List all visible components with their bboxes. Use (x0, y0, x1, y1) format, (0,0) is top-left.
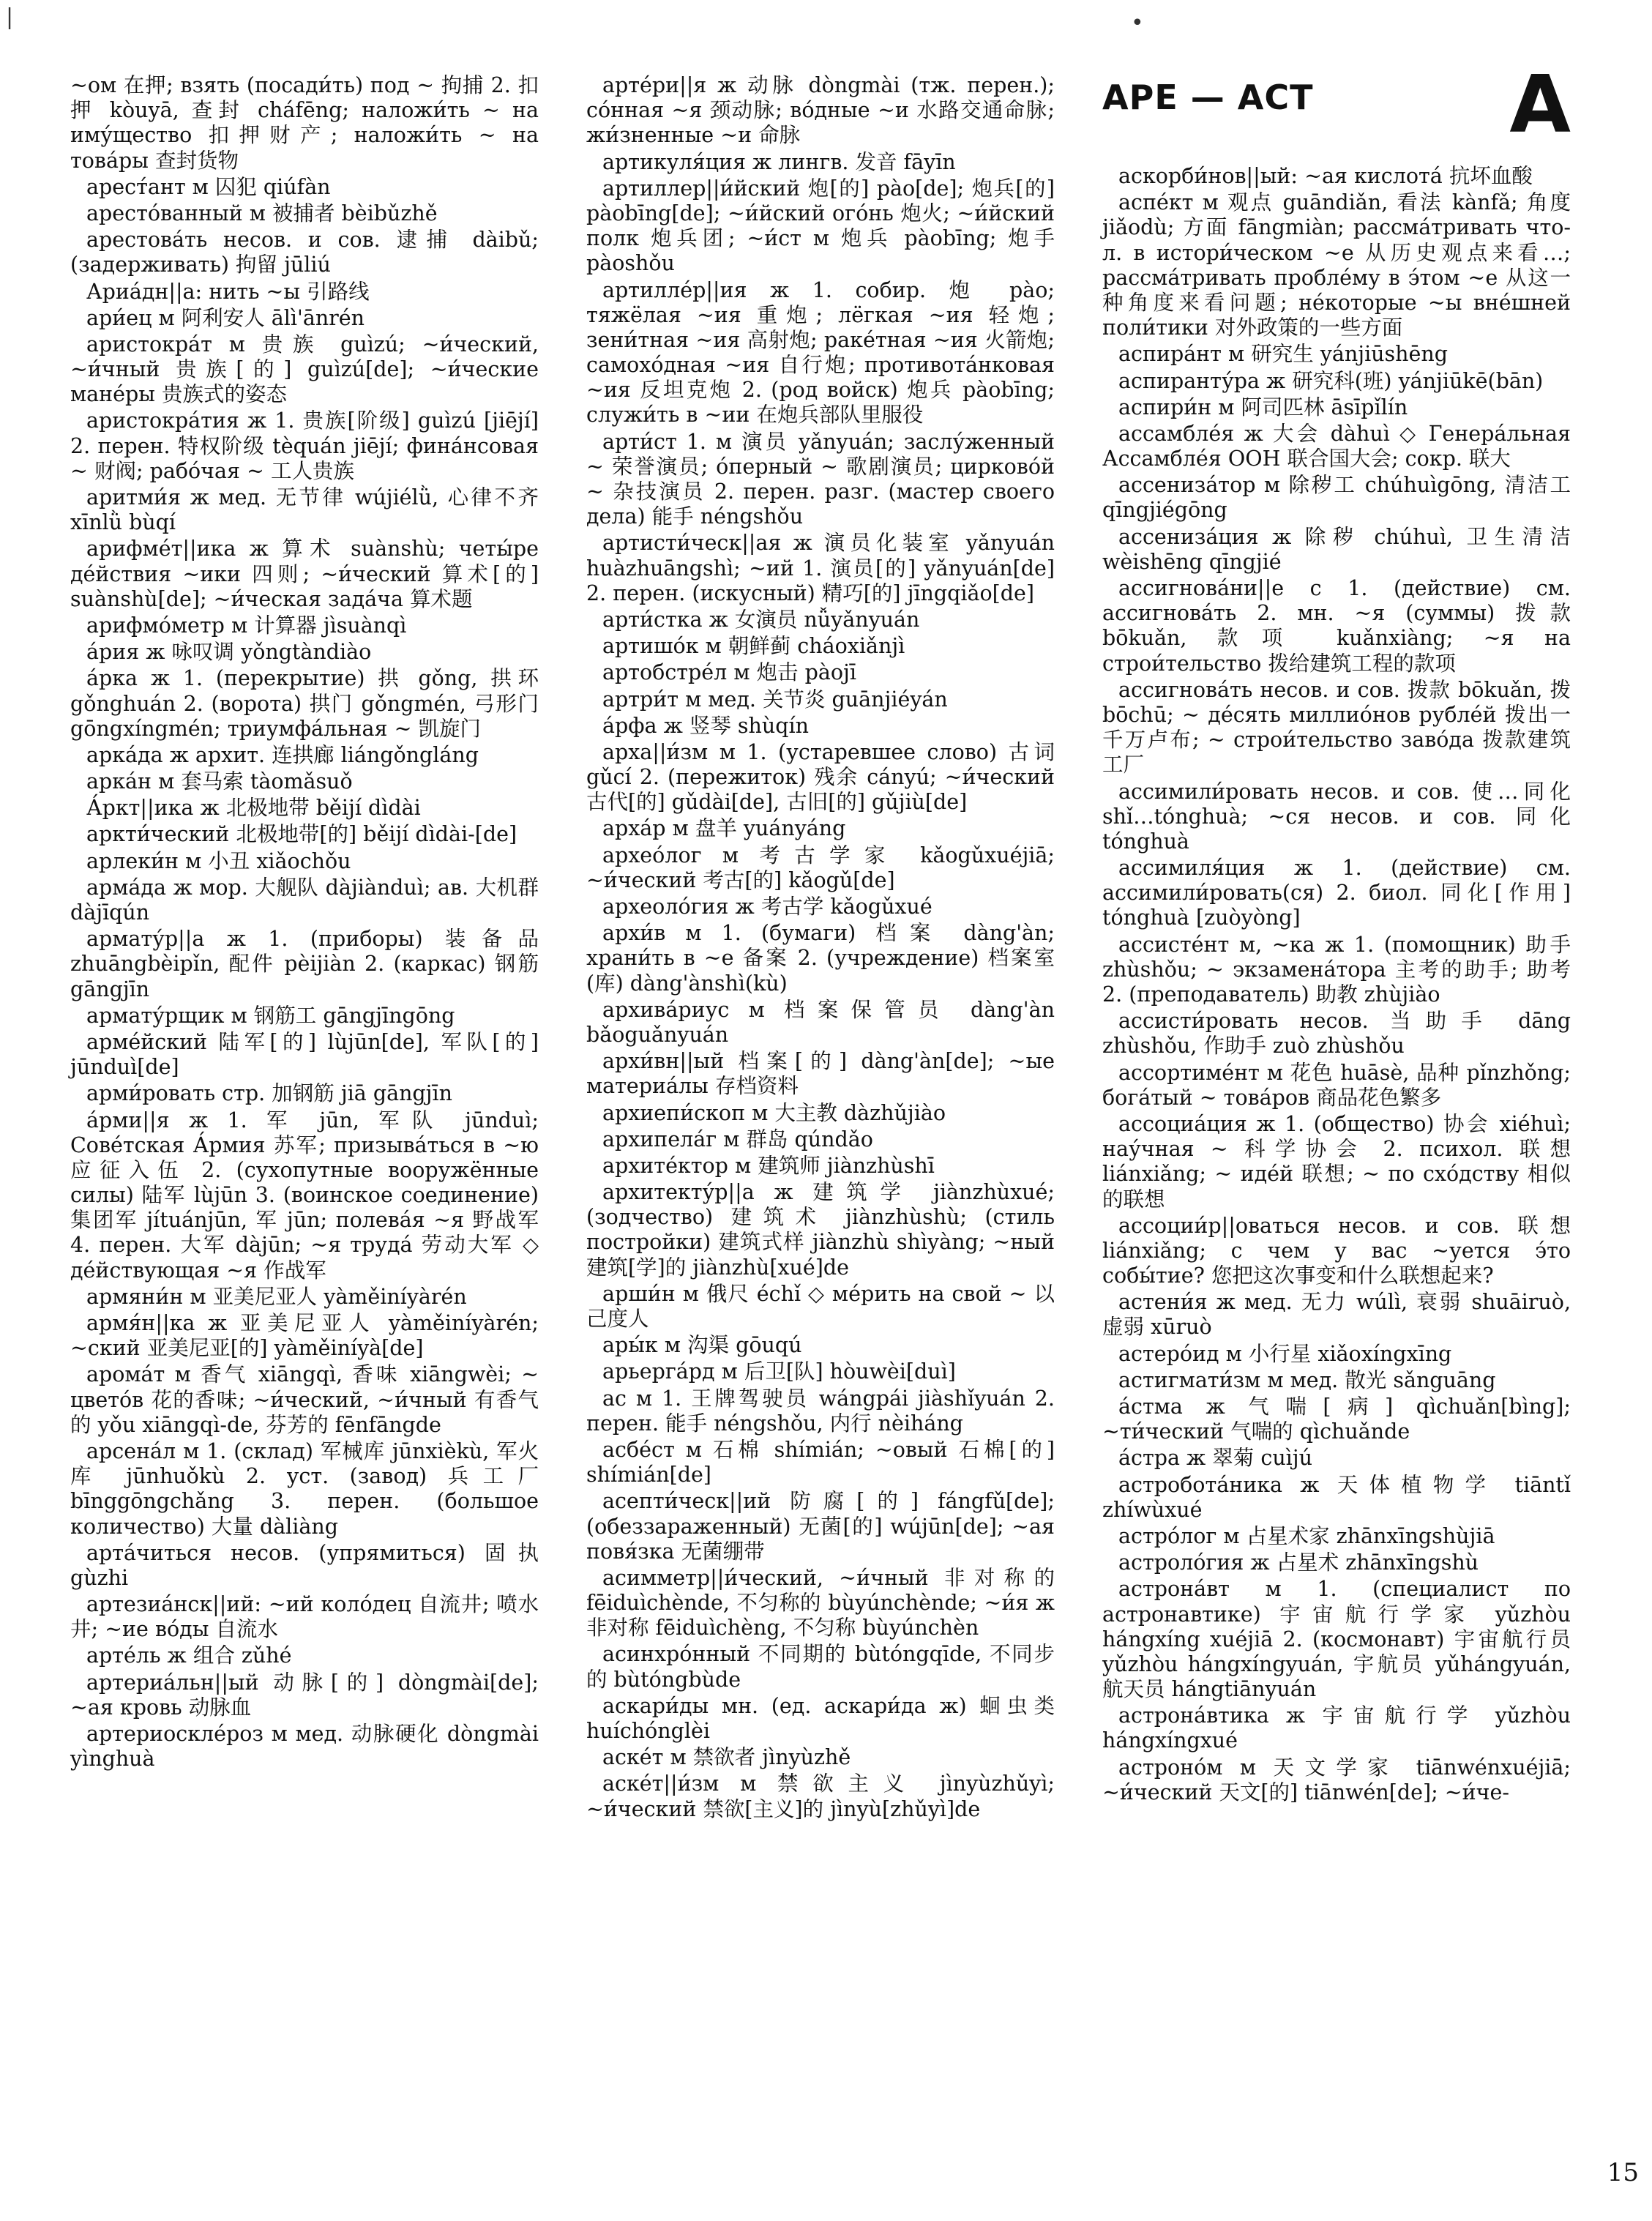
dictionary-entry: арта́читься несов. (упрямиться) 固执 gùzhi (70, 1540, 539, 1590)
dictionary-entry: А́ркт||ика ж 北极地带 běijí dìdài (86, 796, 421, 821)
dictionary-entry: ассортиме́нт м 花色 huāsè, 品种 pǐnzhǒng; бога́тый ~ това́ров 商品花色繁多 (1102, 1060, 1571, 1110)
dictionary-entry: архи́вн||ый 档案[的] dàng'àn[de]; ~ые материа́лы 存档资料 (586, 1049, 1055, 1099)
dictionary-entry: арифме́т||ика ж 算术 suànshù; четы́ре де́йствия ~ики 四则; ~и́ческий 算术[的] suànshù[de]; ~и́ческая зада́ча 算术题 (70, 537, 539, 611)
dictionary-entry: Ариа́дн||а: нить ~ы 引路线 (86, 279, 370, 304)
dictionary-entry: аритми́я ж мед. 无节律 wújiélǜ, 心律不齐 xīnlǜ bùqí (70, 485, 539, 535)
dictionary-entry: а́рка ж 1. (перекрытие) 拱 gǒng, 拱环 gǒnghuán 2. (ворота) 拱门 gǒngmén, 弓形门 gōngxíngmén; триумфа́льная ~ 凯旋门 (70, 666, 539, 741)
dictionary-entry: аске́т м 禁欲者 jìnyùzhě (602, 1745, 851, 1770)
section-letter: А (1509, 59, 1571, 151)
dictionary-entry: артишо́к м 朝鲜蓟 cháoxiǎnjì (602, 634, 905, 659)
dictionary-entry: ассигнова́ни||е с 1. (действие) см. ассигнова́ть 2. мн. ~я (суммы) 拨款 bōkuǎn, 款项 kuǎnxiàng; ~я на строи́тельство 拨给建筑工程的款项 (1102, 576, 1571, 676)
dictionary-entry: ари́ец м 阿利安人 ālì'ānrén (86, 305, 365, 330)
dictionary-entry: артериа́льн||ый 动脉[的] dòngmài[de]; ~ая кровь 动脉血 (70, 1670, 539, 1720)
dictionary-entry: аркти́ческий 北极地带[的] běijí dìdài-[de] (86, 822, 517, 847)
dictionary-entry: а́стра ж 翠菊 cuìjú (1118, 1446, 1312, 1471)
dictionary-entry: аскорби́нов||ый: ~ая кислота́ 抗坏血酸 (1118, 164, 1533, 188)
dictionary-entry: асепти́ческ||ий 防腐[的] fángfǔ[de]; (обеззараженный) 无菌[的] wújūn[de]; ~ая повя́зка 无菌绷带 (586, 1489, 1055, 1564)
page-header (1102, 59, 1571, 161)
dictionary-entry: асимметр||и́ческий, ~и́чный 非对称的 fēiduìchènde, 不匀称的 bùyúnchènde; ~и́я ж 非对称 fēiduìchèng, 不匀称 bùyúnchèn (586, 1565, 1055, 1640)
dictionary-entry: артикуля́ция ж лингв. 发音 fāyīn (602, 149, 956, 174)
dictionary-entry: арма́да ж мор. 大舰队 dàjiànduì; ав. 大机群 dàjīqún (70, 875, 539, 925)
dictionary-entry: астроно́м м 天文学家 tiānwénxuéjiā; ~и́ческий 天文[的] tiānwén[de]; ~и́че- (1102, 1755, 1571, 1804)
dictionary-entry: астроло́гия ж 占星术 zhānxīngshù (1118, 1550, 1479, 1575)
dictionary-entry: архитекту́р||а ж 建筑学 jiànzhùxué; (зодчество) 建筑术 jiànzhùshù; (стиль постройки) 建筑式样 jiànzhù shìyàng; ~ный 建筑[学]的 jiànzhù[xué]de (586, 1180, 1055, 1280)
dictionary-entry: аристокра́т м 贵族 guìzú; ~и́ческий, ~и́чный 贵族[的] guìzú[de]; ~и́ческие мане́ры 贵族式的姿态 (70, 332, 539, 407)
dictionary-entry: арте́ри||я ж 动脉 dòngmài (тж. перен.); со́нная ~я 颈动脉; во́дные ~и 水路交通命脉; жи́зненные ~и 命脉 (586, 73, 1055, 148)
running-head: АРЕ — АСТ (1102, 78, 1314, 117)
dictionary-entry: артри́т м мед. 关节炎 guānjiéyán (602, 687, 948, 712)
dictionary-entry: архео́лог м 考古学家 kǎogǔxuéjiā; ~и́ческий 考古[的] kǎogǔ[de] (586, 843, 1055, 892)
dictionary-entry: архипела́г м 群岛 qúndǎo (602, 1127, 873, 1151)
dictionary-entry: арха||и́зм м 1. (устаревшее слово) 古词 gǔcí 2. (пережиток) 残余 cányú; ~и́ческий 古代[的] gǔdài[de], 古旧[的] gǔjiù[de] (586, 739, 1055, 815)
scan-mark: • (1131, 10, 1144, 36)
dictionary-entry: арестова́ть несов. и сов. 逮捕 dàibǔ; (задерживать) 拘留 jūliú (70, 228, 539, 277)
dictionary-entry: ассениза́тор м 除秽工 chúhuìgōng, 清洁工 qīngjiégōng (1102, 473, 1571, 523)
dictionary-entry: астро́лог м 占星术家 zhānxīngshùjiā (1118, 1523, 1495, 1548)
dictionary-entry: артисти́ческ||ая ж 演员化装室 yǎnyuán huàzhuāngshì; ~ий 1. 演员[的] yǎnyuán[de] 2. перен. (искусный) 精巧[的] jīngqiǎo[de] (586, 531, 1055, 605)
dictionary-entry: арти́стка ж 女演员 nǚyǎnyuán (602, 607, 920, 632)
dictionary-entry: ассениза́ция ж 除秽 chúhuì, 卫生清洁 wèishēng qīngjié (1102, 524, 1571, 574)
dictionary-entry: астробота́ника ж 天体植物学 tiāntǐ zhíwùxué (1102, 1472, 1571, 1522)
dictionary-entry: асбе́ст м 石棉 shímián; ~овый 石棉[的] shímián[de] (586, 1437, 1055, 1487)
dictionary-entry: ассимиля́ция ж 1. (действие) см. ассимили́ровать(ся) 2. биол. 同化[作用] tónghuà [zuòyòng] (1102, 856, 1571, 930)
dictionary-entry: археоло́гия ж 考古学 kǎogǔxué (602, 895, 932, 919)
dictionary-entry: артиллер||и́йский 炮[的] pào[de]; 炮兵[的] pàobīng[de]; ~и́йский ого́нь 炮火; ~и́йский полк 炮兵团; ~и́ст м 炮兵 pàobīng; 炮手 pàoshǒu (586, 176, 1055, 276)
dictionary-entry: арьерга́рд м 后卫[队] hòuwèi[duì] (602, 1359, 956, 1384)
dictionary-entry: аскари́ды мн. (ед. аскари́да ж) 蛔虫类 huíchónglèi (586, 1693, 1055, 1743)
column-2 (586, 73, 1055, 1824)
dictionary-entry: аспиранту́ра ж 研究科(班) yánjiūkē(bān) (1118, 368, 1544, 393)
dictionary-entry: ассоциа́ция ж 1. (общество) 协会 xiéhuì; нау́чная ~ 科学协会 2. психол. 联想 liánxiǎng; ~ иде́й 联想; ~ по схо́дству 相似的联想 (1102, 1111, 1571, 1212)
dictionary-entry: арми́ровать стр. 加钢筋 jiā gāngjīn (86, 1081, 452, 1106)
dictionary-entry: астигмати́зм м мед. 散光 sǎnguāng (1118, 1367, 1496, 1392)
dictionary-entry: арка́да ж архит. 连拱廊 liángǒngláng (86, 742, 479, 767)
dictionary-entry: арест́ант м 囚犯 qiúfàn (86, 174, 331, 199)
dictionary-entry: артериоскле́роз м мед. 动脉硬化 dòngmài yìnghuà (70, 1722, 539, 1772)
dictionary-entry: арифмо́метр м 计算器 jìsuànqì (86, 613, 407, 638)
dictionary-entry: ассисти́ровать несов. 当助手 dāng zhùshǒu, 作助手 zuò zhùshǒu (1102, 1009, 1571, 1059)
dictionary-entry: аске́т||и́зм м 禁欲主义 jìnyùzhǔyì; ~и́ческий 禁欲[主义]的 jìnyù[zhǔyì]de (586, 1772, 1055, 1821)
dictionary-entry: асинхро́нный 不同期的 bùtóngqīde, 不同步的 bùtóngbùde (586, 1642, 1055, 1692)
scan-mark: | (6, 4, 14, 30)
dictionary-entry: ассимили́ровать несов. и сов. 使…同化 shǐ…tónghuà; ~ся несов. и сов. 同化 tónghuà (1102, 779, 1571, 854)
dictionary-entry: аспири́н м 阿司匹林 āsīpǐlín (1118, 395, 1408, 419)
dictionary-entry: ассоции́р||оваться несов. и сов. 联想 liánxiǎng; с чем у вас ~уется э́то собы́тие? 您把这次事变和什么联想起来? (1102, 1213, 1571, 1288)
dictionary-entry: астеро́ид м 小行星 xiǎoxíngxīng (1118, 1341, 1452, 1366)
dictionary-entry: аристокра́тия ж 1. 贵族[阶级] guìzú [jiējí] 2. перен. 特权阶级 tèquán jiējí; фина́нсовая ~ 财阀; рабо́чая ~ 工人贵族 (70, 408, 539, 483)
dictionary-entry: арка́н м 套马索 tàomǎsuǒ (86, 769, 353, 794)
dictionary-entry: архите́ктор м 建筑师 jiànzhùshī (602, 1153, 935, 1178)
dictionary-entry: ас м 1. 王牌驾驶员 wángpái jiàshǐyuán 2. перен. 能手 néngshǒu, 内行 nèiháng (586, 1386, 1055, 1436)
dictionary-entry: аспе́кт м 观点 guāndiǎn, 看法 kànfǎ; 角度 jiǎodù; 方面 fāngmiàn; рассма́тривать что-л. в истори́ческом ~е 从历史观点来看…; рассма́тривать пробле́му в э́том ~е 从这一种角度来看问题; не́которые ~ы вне́шней поли́тики 对外政策的一些方面 (1102, 190, 1571, 340)
dictionary-entry: астени́я ж мед. 无力 wúlì, 衰弱 shuāiruò, 虚弱 xūruò (1102, 1290, 1571, 1340)
dictionary-entry: артобстре́л м 炮击 pàojī (602, 660, 856, 685)
dictionary-entry: арте́ль ж 组合 zǔhé (86, 1643, 292, 1668)
dictionary-page (70, 59, 1578, 2167)
dictionary-entry: арсена́л м 1. (склад) 军械库 jūnxièkù, 军火库 jūnhuǒkù 2. уст. (завод) 兵工厂 bīnggōngchǎng 3. перен. (большое количество) 大量 dàliàng (70, 1438, 539, 1539)
dictionary-entry: архи́в м 1. (бумаги) 档案 dàng'àn; храни́ть в ~е 备案 2. (учреждение) 档案室(库) dàng'ànshì(kù) (586, 921, 1055, 996)
dictionary-entry: армяни́н м 亚美尼亚人 yàměiníyàrén (86, 1284, 467, 1309)
dictionary-entry: арестóванный м 被捕者 bèibǔzhě (86, 201, 438, 225)
dictionary-entry: арха́р м 盘羊 yuányáng (602, 816, 846, 841)
page-number: 15 (1607, 2158, 1639, 2187)
dictionary-entry: арти́ст 1. м 演员 yǎnyuán; заслу́женный ~ 荣誉演员; о́перный ~ 歌剧演员; цирково́й ~ 杂技演员 2. перен. разг. (мастер своего дела) 能手 néngshǒu (586, 429, 1055, 529)
dictionary-entry: а́стма ж 气喘[病] qìchuǎn[bìng]; ~ти́ческий 气喘的 qìchuǎnde (1102, 1395, 1571, 1444)
dictionary-entry: арме́йский 陆军[的] lùjūn[de], 军队[的] jūnduì[de] (70, 1029, 539, 1080)
dictionary-entry: армя́н||ка ж 亚美尼亚人 yàměiníyàrén; ~ский 亚美尼亚[的] yàměiníyà[de] (70, 1311, 539, 1361)
dictionary-entry: артезиа́нск||ий: ~ий коло́дец 自流井; 喷水井; ~ие во́ды 自流水 (70, 1592, 539, 1642)
dictionary-entry: архиепи́скоп м 大主教 dàzhǔjiào (602, 1100, 946, 1125)
dictionary-entry: арши́н м 俄尺 échǐ ◇ ме́рить на свой ~ 以己度人 (586, 1281, 1055, 1331)
dictionary-entry: арома́т м 香气 xiāngqì, 香味 xiāngwèi; ~ цвето́в 花的香味; ~и́ческий, ~и́чный 有香气的 yǒu xiāngqì-de, 芬芳的 fēnfāngde (70, 1362, 539, 1437)
column-3 (1102, 59, 1571, 1807)
dictionary-entry: аспира́нт м 研究生 yánjiūshēng (1118, 342, 1448, 367)
dictionary-entry: армату́р||а ж 1. (приборы) 装备品 zhuāngbèipǐn, 配件 pèijiàn 2. (каркас) 钢筋 gāngjīn (70, 927, 539, 1001)
dictionary-entry: ассисте́нт м, ~ка ж 1. (помощник) 助手 zhùshǒu; ~ экзамена́тора 主考的助手; 助考 2. (преподаватель) 助教 zhùjiào (1102, 932, 1571, 1007)
dictionary-entry: архива́риус м 档案保管员 dàng'àn bǎoguǎnyuán (586, 997, 1055, 1047)
dictionary-entry: арлеки́н м 小丑 xiǎochǒu (86, 848, 351, 873)
dictionary-entry: армату́рщик м 钢筋工 gāngjīngōng (86, 1003, 455, 1028)
dictionary-entry: ассамбле́я ж 大会 dàhuì ◇ Генера́льная Ассамбле́я ООН 联合国大会; сокр. 联大 (1102, 421, 1571, 471)
dictionary-entry: ары́к м 沟渠 gōuqú (602, 1333, 802, 1358)
dictionary-entry: а́рия ж 咏叹调 yǒngtàndiào (86, 640, 372, 665)
dictionary-entry: а́рми||я ж 1. 军 jūn, 军队 jūnduì; Сове́тская А́рмия 苏军; призыва́ться в ~ю 应征入伍 2. (сухопутные вооружённые силы) 陆军 lùjūn 3. (воинское соединение) 集团军 jítuánjūn, 军 jūn; полева́я ~я 野战军 4. перен. 大军 dàjūn; ~я труда́ 劳动大军 ◇ де́йствующая ~я 作战军 (70, 1108, 539, 1283)
dictionary-entry: астрона́вт м 1. (специалист по астронавтике) 宇宙航行学家 yǔzhòu hángxíng xuéjiā 2. (космонавт) 宇宙航行员 yǔzhòu hángxíngyuán, 宇航员 yǔhángyuán, 航天员 hángtiānyuán (1102, 1577, 1571, 1702)
dictionary-entry: а́рфа ж 竖琴 shùqín (602, 713, 809, 738)
dictionary-entry: артилле́р||ия ж 1. собир. 炮 pào; тяжёлая ~ия 重炮; лёгкая ~ия 轻炮; зени́тная ~ия 高射炮; раке́тная ~ия 火箭炮; самохо́дная ~ия 自行炮; противота́нковая ~ия 反坦克炮 2. (род войск) 炮兵 pàobīng; служи́ть в ~ии 在炮兵部队里服役 (586, 277, 1055, 428)
dictionary-entry: ассигнова́ть несов. и сов. 拨款 bōkuǎn, 拨 bōchū; ~ де́сять миллио́нов рубле́й 拨出一千万卢布; ~ строи́тельство заво́да 拨款建筑工厂 (1102, 677, 1571, 777)
dictionary-entry: астрона́втика ж 宇宙航行学 yǔzhòu hángxíngxué (1102, 1703, 1571, 1753)
dictionary-entry: ~ом 在押; взять (посади́ть) под ~ 拘捕 2. 扣押 kòuyā, 查封 cháfēng; наложи́ть ~ на иму́щество 扣押财产; наложи́ть ~ на това́ры 查封货物 (70, 73, 539, 173)
column-1 (70, 73, 539, 1773)
